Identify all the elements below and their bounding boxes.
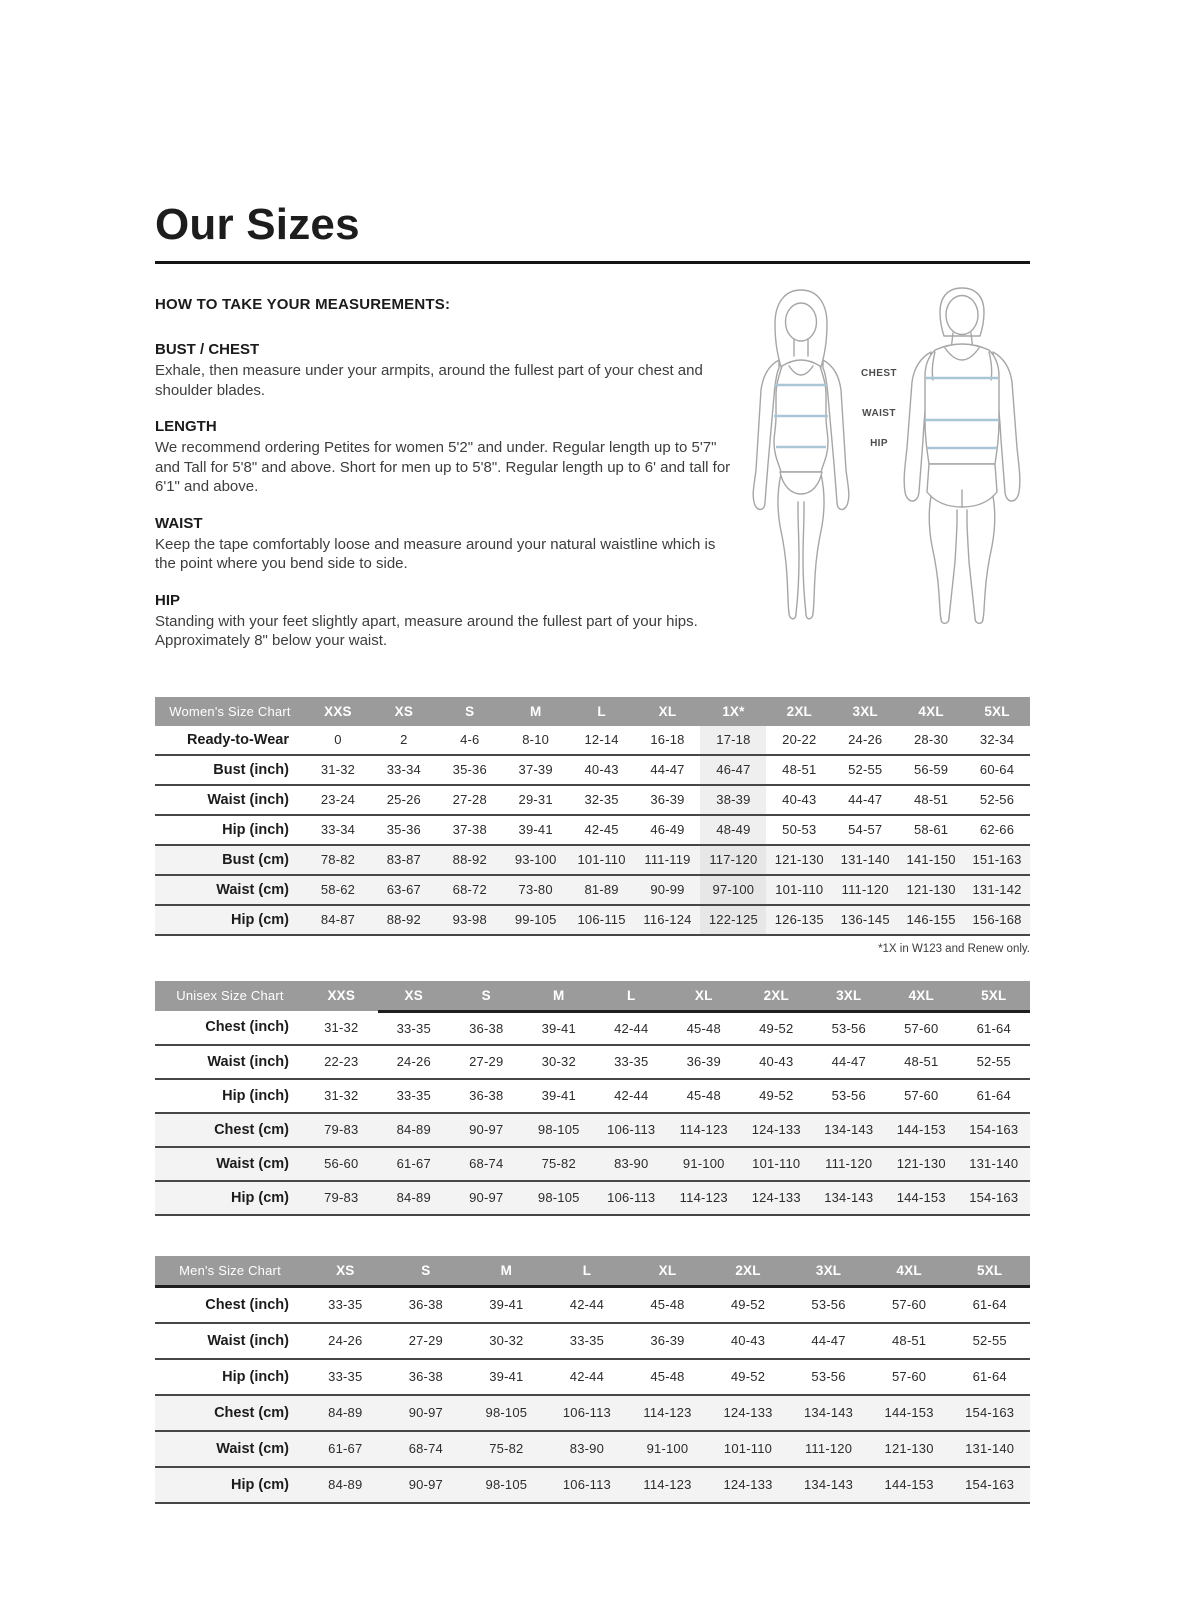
size-value-cell: 75-82 [523,1147,596,1181]
size-column-header: L [547,1256,628,1287]
size-value-cell: 84-87 [305,905,371,935]
size-value-cell: 31-32 [320,762,356,777]
page-title: Our Sizes [155,200,360,249]
size-value-cell: 38-39 [700,785,766,815]
size-column-header: 5XL [949,1256,1030,1287]
womens-size-chart-table [155,697,1030,936]
table-row [155,1467,1030,1503]
size-value-cell: 121-130 [869,1431,950,1467]
size-column-header: 4XL [869,1256,950,1287]
row-label: Waist (inch) [207,1053,289,1070]
size-value-cell: 154-163 [949,1467,1030,1503]
size-value-cell: 134-143 [788,1395,869,1431]
size-column-header: 1X* [700,697,766,726]
size-column-header: 2XL [708,1256,789,1287]
section-title-length: LENGTH [155,418,217,435]
size-value-cell: 25-26 [386,792,421,807]
size-value-cell: 84-89 [305,1395,386,1431]
size-value-cell: 144-153 [869,1467,950,1503]
size-value-cell: 68-74 [450,1147,523,1181]
size-column-header: M [523,981,596,1012]
table-row [155,726,1030,755]
size-value-cell: 131-140 [949,1431,1030,1467]
size-value-cell: 61-67 [305,1431,386,1467]
size-value-cell: 20-22 [782,732,817,747]
size-value-cell: 56-59 [913,762,949,777]
size-value-cell: 2 [400,732,408,747]
table-row [155,845,1030,875]
size-value-cell: 22-23 [324,1054,359,1069]
size-value-cell: 98-105 [523,1181,596,1215]
size-value-cell: 46-49 [650,822,685,837]
size-value-cell: 57-60 [891,1369,927,1384]
size-value-cell: 131-142 [964,875,1030,905]
size-value-cell: 27-29 [408,1333,443,1348]
size-value-cell: 33-34 [386,762,421,777]
size-value-cell: 73-80 [503,875,569,905]
size-value-cell: 17-18 [700,726,766,755]
size-value-cell: 57-60 [891,1297,927,1312]
size-value-cell: 24-26 [328,1333,363,1348]
size-value-cell: 45-48 [650,1297,685,1312]
size-value-cell: 111-120 [788,1431,869,1467]
size-value-cell: 144-153 [885,1181,958,1215]
size-value-cell: 33-35 [396,1088,431,1103]
row-label: Chest (cm) [155,1395,305,1431]
size-value-cell: 31-32 [324,1088,359,1103]
table-row [155,1011,1030,1045]
size-value-cell: 88-92 [371,905,437,935]
row-label: Hip (inch) [222,1087,289,1104]
size-value-cell: 53-56 [831,1088,866,1103]
size-value-cell: 31-32 [324,1019,359,1035]
size-value-cell: 44-47 [848,792,883,807]
size-value-cell: 84-89 [378,1113,451,1147]
size-value-cell: 37-39 [518,762,553,777]
table-row [155,1431,1030,1467]
size-value-cell: 36-39 [686,1054,721,1069]
size-value-cell: 68-74 [386,1431,467,1467]
table-row [155,785,1030,815]
size-value-cell: 42-44 [569,1297,605,1312]
size-value-cell: 39-41 [489,1297,524,1312]
table-row [155,815,1030,845]
size-value-cell: 52-55 [848,762,883,777]
size-value-cell: 61-64 [972,1369,1007,1384]
instructions-heading: HOW TO TAKE YOUR MEASUREMENTS: [155,296,451,313]
size-value-cell: 90-97 [386,1467,467,1503]
table-row [155,1113,1030,1147]
size-value-cell: 30-32 [541,1054,576,1069]
row-label: Waist (cm) [155,875,305,905]
size-value-cell: 44-47 [650,762,685,777]
size-column-header: XS [371,697,437,726]
size-value-cell: 42-44 [614,1020,649,1036]
female-body-illustration [741,280,861,628]
size-value-cell: 48-51 [913,792,949,807]
section-title-bust-chest: BUST / CHEST [155,341,260,358]
row-label: Hip (cm) [155,1467,305,1503]
row-label: Bust (cm) [155,845,305,875]
size-value-cell: 39-41 [541,1088,576,1103]
mens-size-chart-table [155,1256,1030,1504]
size-column-header: 2XL [740,981,813,1012]
size-value-cell: 53-56 [811,1369,846,1384]
size-column-header: 4XL [885,981,958,1012]
size-value-cell: 90-97 [450,1113,523,1147]
size-value-cell: 106-113 [595,1181,668,1215]
size-value-cell: 124-133 [708,1467,789,1503]
size-value-cell: 33-35 [328,1297,363,1312]
size-column-header: 3XL [813,981,886,1012]
size-value-cell: 101-110 [766,875,832,905]
size-value-cell: 131-140 [832,845,898,875]
size-value-cell: 45-48 [686,1088,721,1103]
size-value-cell: 16-18 [650,732,685,747]
size-value-cell: 91-100 [668,1147,741,1181]
table-row [155,1045,1030,1079]
chest-label: CHEST [861,368,897,379]
size-value-cell: 151-163 [964,845,1030,875]
size-value-cell: 33-35 [396,1020,431,1036]
size-value-cell: 54-57 [848,822,883,837]
size-value-cell: 53-56 [811,1297,846,1312]
row-label: Waist (cm) [155,1147,305,1181]
size-value-cell: 29-31 [518,792,553,807]
title-divider [155,261,1030,264]
size-value-cell: 23-24 [320,792,356,807]
section-body-bust-chest: Exhale, then measure under your armpits, around the fullest part of your chest and shoulder blades. [155,362,703,399]
size-value-cell: 49-52 [759,1088,794,1103]
section-body-waist: Keep the tape comfortably loose and measure around your natural waistline which is the point where you bend side to side. [155,535,716,572]
size-value-cell: 131-140 [958,1147,1031,1181]
size-value-cell: 75-82 [466,1431,547,1467]
size-value-cell: 33-35 [569,1333,605,1348]
row-label: Chest (inch) [205,1296,289,1313]
size-value-cell: 48-49 [700,815,766,845]
size-value-cell: 114-123 [668,1113,741,1147]
row-label: Hip (cm) [155,1181,305,1215]
row-label: Chest (inch) [205,1019,289,1036]
row-label: Waist (inch) [207,1332,289,1349]
size-column-header: 3XL [832,697,898,726]
size-value-cell: 114-123 [627,1395,708,1431]
size-value-cell: 111-120 [832,875,898,905]
size-value-cell: 83-87 [371,845,437,875]
row-label: Hip (inch) [222,1368,289,1385]
size-value-cell: 90-97 [450,1181,523,1215]
size-column-header: L [569,697,635,726]
size-value-cell: 27-28 [452,792,487,807]
size-value-cell: 79-83 [305,1181,378,1215]
size-column-header: XL [635,697,701,726]
table-row [155,905,1030,935]
size-value-cell: 62-66 [979,822,1015,837]
size-value-cell: 146-155 [898,905,964,935]
table-title-cell: Women's Size Chart [155,697,305,726]
male-body-illustration [895,280,1030,628]
size-value-cell: 0 [334,732,342,747]
waist-label: WAIST [862,408,896,419]
size-value-cell: 124-133 [708,1395,789,1431]
row-label: Waist (inch) [207,791,289,808]
table-row [155,1147,1030,1181]
size-value-cell: 40-43 [584,762,619,777]
size-value-cell: 36-38 [408,1297,443,1312]
size-value-cell: 37-38 [452,822,487,837]
size-value-cell: 40-43 [782,792,817,807]
size-value-cell: 49-52 [730,1369,766,1384]
size-value-cell: 117-120 [700,845,766,875]
size-value-cell: 52-56 [979,792,1015,807]
size-value-cell: 56-60 [305,1147,378,1181]
size-value-cell: 68-72 [437,875,503,905]
size-value-cell: 48-51 [891,1333,927,1348]
row-label: Bust (inch) [213,761,289,778]
size-value-cell: 124-133 [740,1113,813,1147]
section-title-hip: HIP [155,591,181,609]
size-value-cell: 61-64 [976,1020,1011,1036]
size-column-header: 5XL [964,697,1030,726]
size-value-cell: 24-26 [848,732,883,747]
size-value-cell: 39-41 [541,1020,576,1036]
size-value-cell: 45-48 [686,1020,721,1036]
size-value-cell: 49-52 [759,1020,794,1036]
size-value-cell: 30-32 [489,1333,524,1348]
size-value-cell: 36-39 [650,1333,685,1348]
size-value-cell: 121-130 [766,845,832,875]
size-value-cell: 106-113 [547,1395,628,1431]
size-value-cell: 24-26 [396,1054,431,1069]
table-row [155,1323,1030,1359]
size-value-cell: 52-55 [972,1333,1007,1348]
size-value-cell: 79-83 [305,1113,378,1147]
size-value-cell: 134-143 [788,1467,869,1503]
size-value-cell: 90-97 [386,1395,467,1431]
table-title-cell: Men's Size Chart [155,1256,305,1287]
table-row [155,1359,1030,1395]
size-value-cell: 8-10 [522,732,550,747]
size-value-cell: 57-60 [904,1088,939,1103]
size-value-cell: 44-47 [811,1333,846,1348]
size-value-cell: 141-150 [898,845,964,875]
size-value-cell: 36-38 [469,1088,504,1103]
size-column-header: L [595,981,668,1012]
size-column-header: M [503,697,569,726]
size-value-cell: 33-35 [614,1054,649,1069]
size-value-cell: 32-35 [584,792,619,807]
size-value-cell: 98-105 [466,1467,547,1503]
size-value-cell: 101-110 [740,1147,813,1181]
size-value-cell: 58-61 [913,822,949,837]
size-column-header: XL [627,1256,708,1287]
size-value-cell: 98-105 [523,1113,596,1147]
instructions-text-column [155,296,740,651]
size-value-cell: 114-123 [627,1467,708,1503]
size-column-header: S [386,1256,467,1287]
size-value-cell: 78-82 [305,845,371,875]
size-column-header: XL [668,981,741,1012]
size-value-cell: 39-41 [489,1369,524,1384]
row-label: Ready-to-Wear [186,731,289,748]
size-value-cell: 84-89 [305,1467,386,1503]
row-label: Waist (cm) [155,1431,305,1467]
size-column-header: XXS [305,981,378,1012]
size-value-cell: 46-47 [700,755,766,785]
table-row [155,1286,1030,1323]
size-value-cell: 83-90 [595,1147,668,1181]
size-value-cell: 154-163 [958,1113,1031,1147]
size-value-cell: 39-41 [518,822,553,837]
size-value-cell: 116-124 [635,905,701,935]
size-value-cell: 136-145 [832,905,898,935]
size-value-cell: 126-135 [766,905,832,935]
size-value-cell: 91-100 [627,1431,708,1467]
size-value-cell: 134-143 [813,1113,886,1147]
table-row [155,875,1030,905]
size-value-cell: 114-123 [668,1181,741,1215]
size-value-cell: 48-51 [904,1054,939,1069]
size-value-cell: 101-110 [569,845,635,875]
table-row [155,1181,1030,1215]
size-column-header: XS [305,1256,386,1287]
size-value-cell: 144-153 [869,1395,950,1431]
size-value-cell: 28-30 [913,732,949,747]
size-value-cell: 93-100 [503,845,569,875]
size-column-header: 5XL [958,981,1031,1012]
size-column-header: S [450,981,523,1012]
size-value-cell: 42-44 [569,1369,605,1384]
size-value-cell: 45-48 [650,1369,685,1384]
size-value-cell: 154-163 [958,1181,1031,1215]
unisex-size-chart-table [155,981,1030,1216]
womens-chart-footnote: *1X in W123 and Renew only. [878,942,1030,955]
size-value-cell: 61-64 [976,1088,1011,1103]
table-title-cell: Unisex Size Chart [155,981,305,1012]
size-value-cell: 106-113 [547,1467,628,1503]
size-value-cell: 32-34 [979,732,1015,747]
size-column-header: 4XL [898,697,964,726]
size-value-cell: 33-35 [328,1369,363,1384]
size-value-cell: 99-105 [503,905,569,935]
size-value-cell: 84-89 [378,1181,451,1215]
size-value-cell: 57-60 [904,1020,939,1036]
size-value-cell: 61-67 [378,1147,451,1181]
size-column-header: XS [378,981,451,1012]
size-value-cell: 35-36 [452,762,487,777]
row-label: Hip (inch) [222,821,289,838]
size-value-cell: 93-98 [437,905,503,935]
size-value-cell: 106-115 [569,905,635,935]
section-body-hip: Standing with your feet slightly apart, measure around the fullest part of your hips. Approximately 8" below your waist. [155,612,698,649]
size-value-cell: 12-14 [584,732,619,747]
size-value-cell: 124-133 [740,1181,813,1215]
table-row [155,755,1030,785]
size-value-cell: 111-120 [813,1147,886,1181]
size-value-cell: 42-44 [614,1088,649,1103]
size-value-cell: 35-36 [386,822,421,837]
size-column-header: 2XL [766,697,832,726]
section-body-length: We recommend ordering Petites for women 5'2" and under. Regular length up to 5'7" and Tall for 5'8" and above. Short for men up to 5'8". Regular length up to 6' and tall for 6'1" and above. [155,439,731,495]
hip-label: HIP [870,438,888,449]
size-value-cell: 121-130 [885,1147,958,1181]
table-row [155,1079,1030,1113]
size-value-cell: 36-38 [408,1369,443,1384]
measurement-figures [735,280,1030,628]
size-value-cell: 58-62 [305,875,371,905]
size-value-cell: 81-89 [569,875,635,905]
size-value-cell: 63-67 [371,875,437,905]
size-value-cell: 111-119 [635,845,701,875]
size-column-header: S [437,697,503,726]
size-value-cell: 101-110 [708,1431,789,1467]
measurement-instructions [155,296,1030,651]
table-row [155,1395,1030,1431]
size-value-cell: 61-64 [972,1297,1007,1312]
size-value-cell: 60-64 [979,762,1015,777]
size-value-cell: 154-163 [949,1395,1030,1431]
size-column-header: M [466,1256,547,1287]
size-column-header: 3XL [788,1256,869,1287]
size-value-cell: 52-55 [976,1054,1011,1069]
size-value-cell: 40-43 [730,1333,766,1348]
size-value-cell: 90-99 [635,875,701,905]
row-label: Hip (cm) [155,905,305,935]
size-value-cell: 50-53 [782,822,817,837]
size-value-cell: 97-100 [700,875,766,905]
size-value-cell: 33-34 [320,822,356,837]
size-value-cell: 134-143 [813,1181,886,1215]
size-value-cell: 4-6 [460,732,480,747]
size-value-cell: 27-29 [469,1054,504,1069]
size-value-cell: 121-130 [898,875,964,905]
size-value-cell: 36-39 [650,792,685,807]
size-value-cell: 40-43 [759,1054,794,1069]
size-value-cell: 156-168 [964,905,1030,935]
size-value-cell: 106-113 [595,1113,668,1147]
row-label: Chest (cm) [155,1113,305,1147]
size-value-cell: 36-38 [469,1020,504,1036]
size-column-header: XXS [305,697,371,726]
size-value-cell: 144-153 [885,1113,958,1147]
size-value-cell: 98-105 [466,1395,547,1431]
size-value-cell: 44-47 [831,1054,866,1069]
size-value-cell: 49-52 [730,1297,766,1312]
size-value-cell: 42-45 [584,822,619,837]
size-value-cell: 88-92 [437,845,503,875]
section-title-waist: WAIST [155,514,203,532]
size-value-cell: 48-51 [782,762,817,777]
size-value-cell: 122-125 [700,905,766,935]
size-value-cell: 83-90 [547,1431,628,1467]
size-value-cell: 53-56 [831,1020,866,1036]
